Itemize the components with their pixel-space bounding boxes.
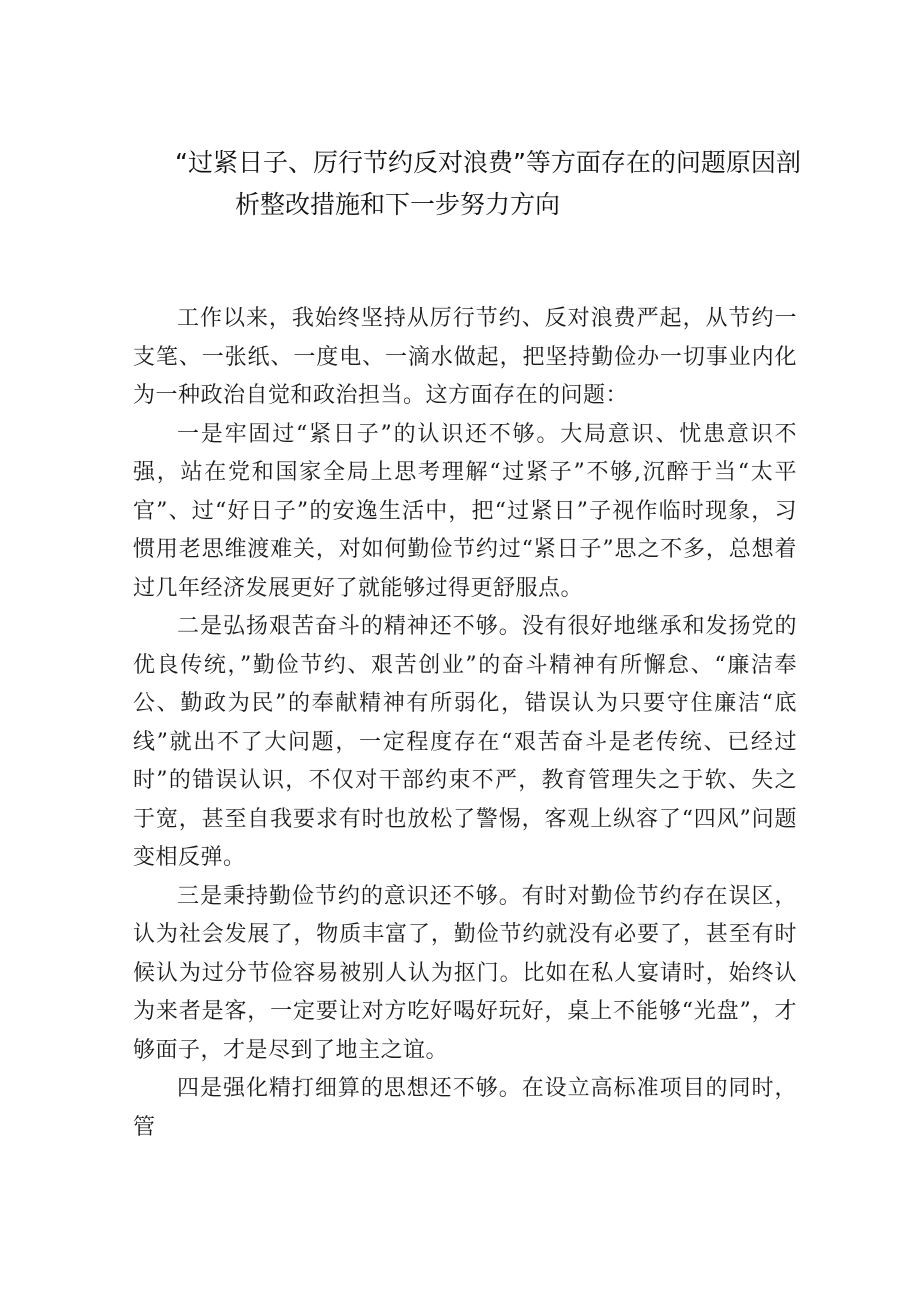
- paragraph-point-2: 二是弘扬艰苦奋斗的精神还不够。没有很好地继承和发扬党的优良传统，”勤俭节约、艰苦创业”的奋斗精神有所懈怠、“廉洁奉公、勤政为民”的奉献精神有所弱化，错误认为只要守住廉洁“底线”就出不了大问题，一定程度存在“艰苦奋斗是老传统、已经过时”的错误认识，不仅对干部约束不严，教育管理失之于软、失之于宽，甚至自我要求有时也放松了警惕，客观上纵容了“四风”问题变相反弹。: [133, 614, 797, 870]
- paragraph-intro: 工作以来，我始终坚持从厉行节约、反对浪费严起，从节约一支笔、一张纸、一度电、一滴水做起，把坚持勤俭办一切事业内化为一种政治自觉和政治担当。这方面存在的问题：: [133, 306, 797, 408]
- paragraph-point-3: 三是秉持勤俭节约的意识还不够。有时对勤俭节约存在误区，认为社会发展了，物质丰富了，勤俭节约就没有必要了，甚至有时候认为过分节俭容易被别人认为抠门。比如在私人宴请时，始终认为来者是客，一定要让对方吃好喝好玩好，桌上不能够“光盘”，才够面子，才是尽到了地主之谊。: [133, 883, 797, 1063]
- document-body: [133, 300, 797, 1147]
- document-title: [120, 142, 820, 226]
- paragraph-point-1: 一是牢固过“紧日子”的认识还不够。大局意识、忧患意识不强，站在党和国家全局上思考理解“过紧子”不够,沉醉于当“太平官”、过“好日子”的安逸生活中，把“过紧日”子视作临时现象，习惯用老思维渡难关，对如何勤俭节约过“紧日子”思之不多，总想着过几年经济发展更好了就能够过得更舒服点。: [133, 421, 797, 601]
- paragraph-point-4: 四是强化精打细算的思想还不够。在设立高标准项目的同时，管: [133, 1076, 797, 1140]
- title-line-2: 析整改措施和下一步努力方向: [235, 190, 561, 219]
- title-line-1: “过紧日子、厉行节约反对浪费”等方面存在的问题原因剖: [175, 148, 801, 177]
